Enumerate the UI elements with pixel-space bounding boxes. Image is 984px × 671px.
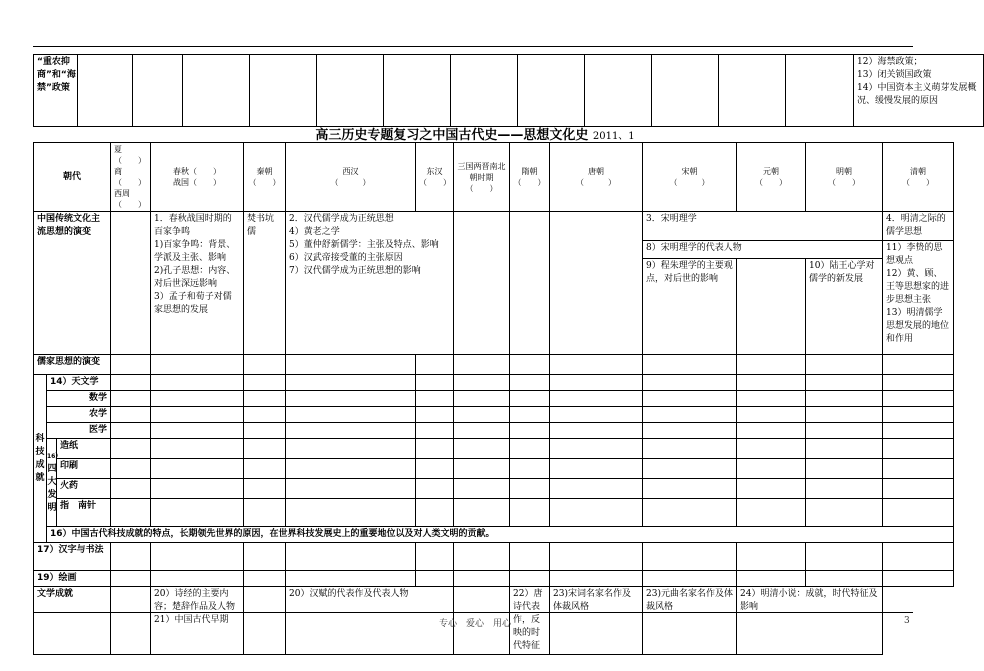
ming-qing-confucian: 4．明清之际的儒学思想	[883, 212, 954, 241]
medicine: 医学	[47, 423, 111, 439]
tang-header	[550, 143, 643, 212]
qing-name: 清朝	[910, 167, 927, 176]
lit-ming-qing-novels: 24）明清小说：成就，时代特征及影响	[737, 587, 883, 655]
ming-name: 明朝	[836, 167, 853, 176]
shang: 商（ ）	[114, 167, 147, 187]
xihan-name: 西汉	[342, 167, 359, 176]
zhanguo: 战国（ ）	[173, 178, 222, 187]
dynasty-header: 朝代	[34, 143, 111, 212]
painting: 19）绘画	[34, 571, 111, 587]
donghan-name: 东汉	[426, 167, 443, 176]
four-text: 四大发明	[47, 464, 57, 513]
qin-header	[244, 143, 286, 212]
lit-tang-poetry: 22）唐诗代表作，反映的时代特征	[510, 587, 550, 655]
sci-label: 科技成就	[34, 375, 47, 543]
chunqiu-thought: 1．春秋战国时期的百家争鸣 1)百家争鸣：背景、学派及主张、影响 2)孔子思想：内容、对后世深远影响 3）孟子和荀子对儒家思想的发展	[151, 212, 244, 355]
compass: 指 南针	[57, 499, 111, 527]
ming-paren: （ ）	[828, 178, 861, 187]
xihan-paren: （ ）	[330, 178, 371, 187]
note-14: 14）中国资本主义萌芽发展概况、缓慢发展的原因	[857, 83, 977, 106]
ming-header	[806, 143, 883, 212]
bottom-rule	[33, 612, 913, 613]
song-paren: （ ）	[669, 178, 710, 187]
xia-shang-zhou	[111, 143, 151, 212]
history-table	[33, 142, 954, 655]
title-date: 2011、1	[592, 131, 635, 142]
qin-paren: （ ）	[248, 178, 281, 187]
literature-label: 文学成就	[34, 587, 111, 655]
mathematics: 数学	[47, 391, 111, 407]
song-name: 宋朝	[681, 167, 698, 176]
donghan-paren: （ ）	[419, 178, 452, 187]
qing-header	[883, 143, 954, 212]
qin-name: 秦朝	[256, 167, 273, 176]
confucian-evolution-label: 儒家思想的演变	[34, 355, 111, 375]
song-ming-lixue: 3．宋明理学	[643, 212, 883, 241]
sci-characteristics-note: 16）中国古代科技成就的特点，长期领先世界的原因，在世界科技发展史上的重要地位以及对人类文明的贡献。	[47, 527, 954, 543]
yuan-name: 元朝	[763, 167, 780, 176]
han-thought: 2．汉代儒学成为正统思想 4）黄老之学 5）董仲舒新儒学：主张及特点、影响 6）汉武帝接受董的主张原因 7）汉代儒学成为正统思想的影响	[286, 212, 454, 355]
top-table	[33, 54, 984, 127]
astronomy: 14）天文学	[47, 375, 111, 391]
papermaking: 造纸	[57, 439, 111, 459]
yuan-paren: （ ）	[755, 178, 788, 187]
sui-name: 隋朝	[521, 167, 538, 176]
footer-text: 专心 爱心 用心	[438, 619, 511, 629]
page-number: 3	[904, 616, 910, 626]
lit-han-fu: 20）汉赋的代表作及代表人物	[286, 587, 454, 655]
tang-paren: （ ）	[576, 178, 617, 187]
xia: 夏（ ）	[114, 145, 147, 165]
cheng-zhu-views: 9）程朱理学的主要观点，对后世的影响	[643, 259, 737, 355]
agronomy: 农学	[47, 407, 111, 423]
hanzi-calligraphy: 17）汉字与书法	[34, 543, 111, 571]
song-header	[643, 143, 737, 212]
trad-culture-label: 中国传统文化主流思想的演变	[34, 212, 111, 355]
top-rule	[33, 46, 913, 47]
four-inventions-label	[47, 439, 62, 527]
yuan-header	[737, 143, 806, 212]
four-num: 16）	[47, 453, 62, 460]
lit-song-ci: 23)宋词名家名作及体裁风格	[550, 587, 643, 655]
lit-shijing-chuci: 20）诗经的主要内容；楚辞作品及人物 21）中国古代早期	[151, 587, 244, 655]
header-row	[34, 143, 954, 212]
sui-header	[510, 143, 550, 212]
note-12: 12）海禁政策；	[857, 57, 923, 67]
lu-wang-xinxue: 10）陆王心学对儒学的新发展	[806, 259, 883, 355]
chunqiu-zhanguo	[151, 143, 244, 212]
sui-paren: （ ）	[513, 178, 546, 187]
chunqiu: 春秋（ ）	[173, 167, 222, 176]
policy-notes	[854, 55, 984, 127]
qin-thought: 焚书坑儒	[244, 212, 286, 355]
page-title	[0, 124, 950, 143]
note-13: 13）闭关锁国政策	[857, 70, 932, 80]
printing: 印刷	[57, 459, 111, 479]
title-text: 高三历史专题复习之中国古代史——思想文化史	[315, 128, 589, 143]
ming-qing-thinkers: 11）李贽的思想观点 12）黄、顾、王等思想家的进步思想主张 13）明清儒学思想发展的地位和作用	[883, 241, 954, 355]
qing-paren: （ ）	[902, 178, 935, 187]
policy-label: “重农抑商”和“海禁”政策	[34, 55, 78, 127]
donghan-header	[416, 143, 454, 212]
sanguo-header: 三国两晋南北朝时期（ ）	[454, 143, 510, 212]
lit-yuan-qu: 23)元曲名家名作及体裁风格	[643, 587, 737, 655]
xihan-header	[286, 143, 416, 212]
xizhou: 西周（ ）	[114, 189, 147, 209]
gunpowder: 火药	[57, 479, 111, 499]
lixue-representatives: 8）宋明理学的代表人物	[643, 241, 883, 259]
tang-name: 唐朝	[588, 167, 605, 176]
